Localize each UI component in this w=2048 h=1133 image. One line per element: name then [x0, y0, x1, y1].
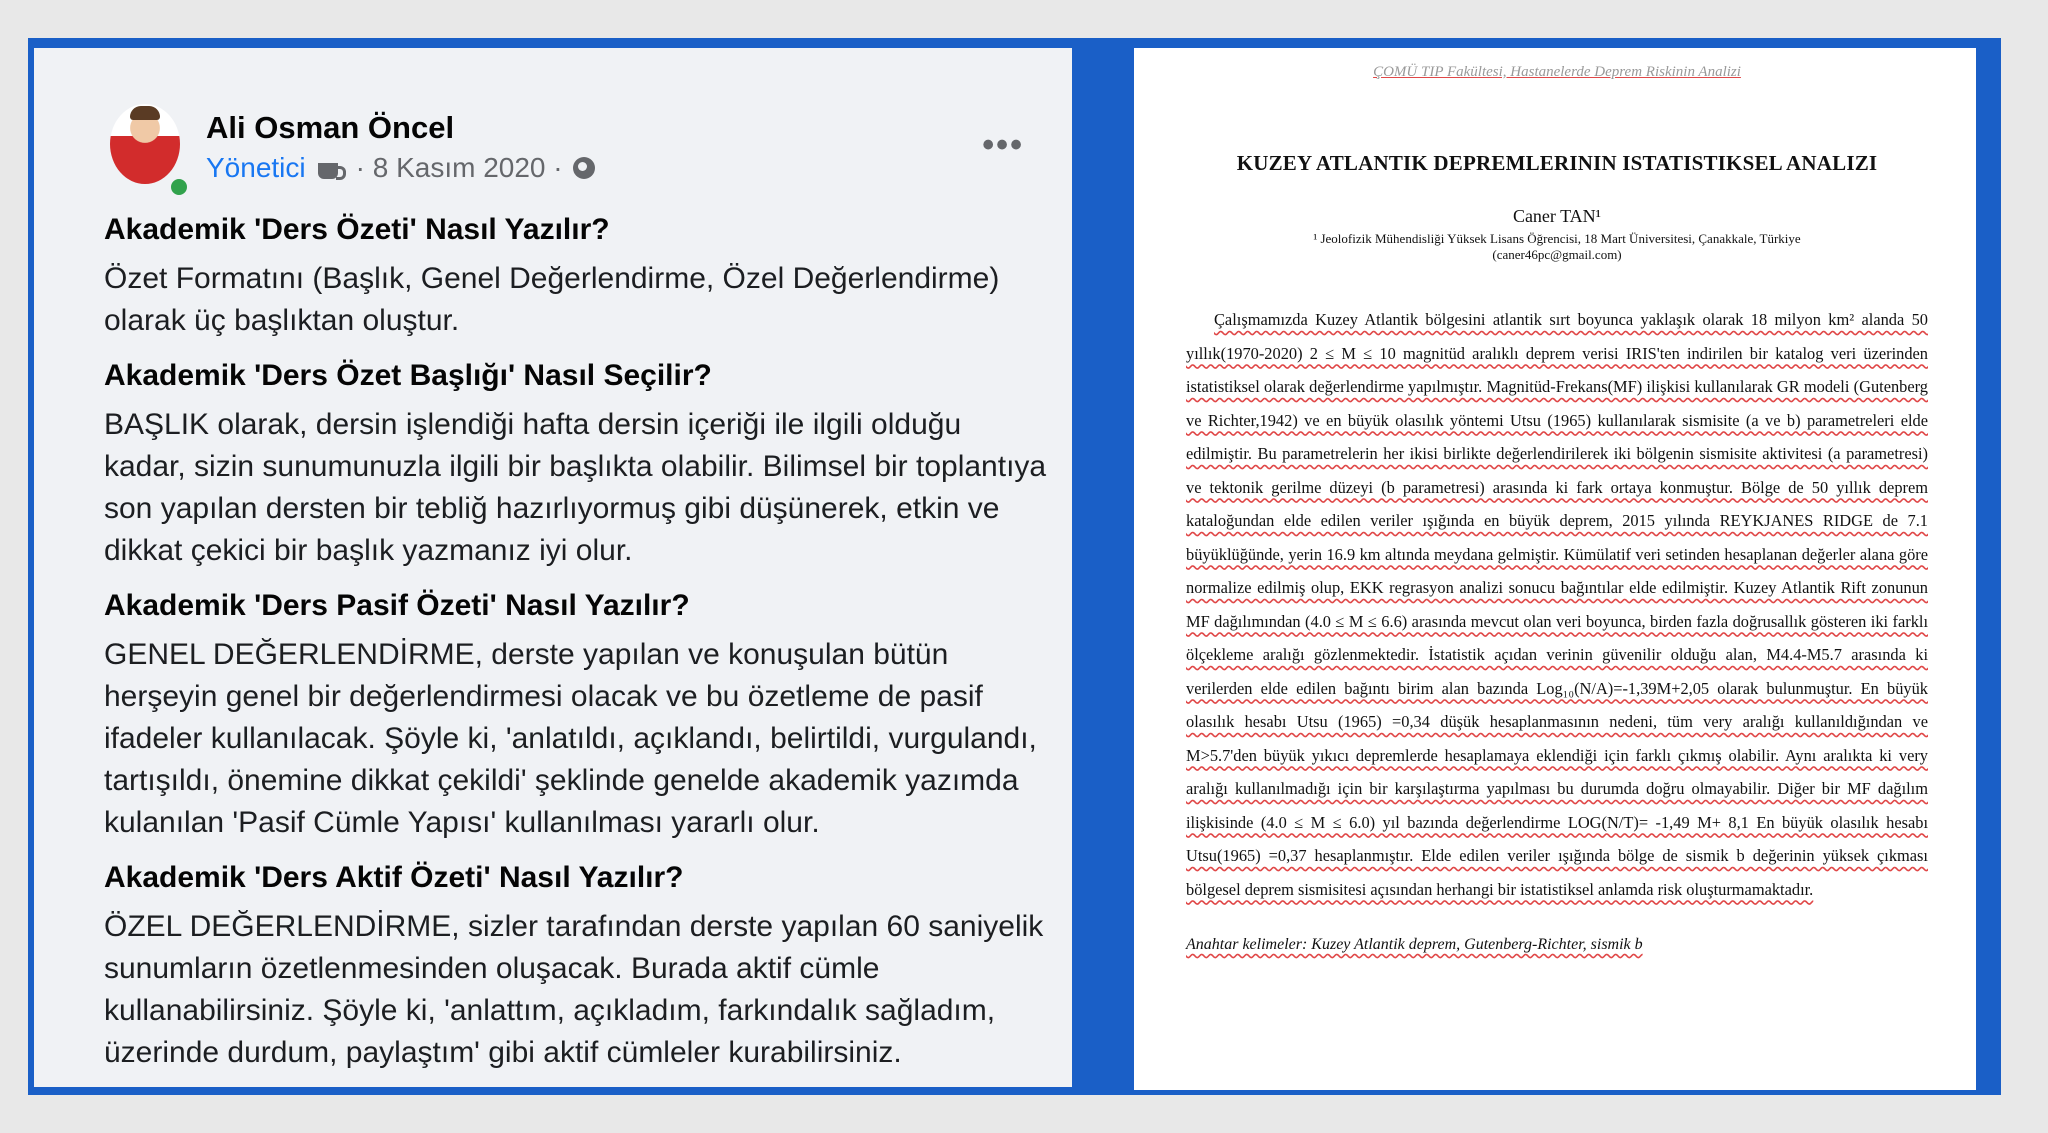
paper-keywords: Anahtar kelimeler: Kuzey Atlantik deprem, Gutenberg-Richter, sismik b: [1186, 936, 1643, 953]
paper-affiliation: ¹ Jeolofizik Mühendisliği Yüksek Lisans Öğrencisi, 18 Mart Üniversitesi, Çanakkale, Türkiye: [1313, 231, 1801, 246]
post-date[interactable]: · 8 Kasım 2020 ·: [355, 152, 563, 183]
running-head: ÇOMÜ TIP Fakültesi, Hastanelerde Deprem Riskinin Analizi: [1373, 64, 1741, 80]
globe-icon: [573, 157, 595, 179]
post-body: [72, 210, 1056, 1074]
paper-title: KUZEY ATLANTIK DEPREMLERININ ISTATISTIKSEL ANALIZI: [1236, 151, 1878, 175]
post-header: [72, 72, 1056, 196]
paper-author: Caner TAN¹: [1512, 206, 1602, 226]
facebook-post: [34, 48, 1072, 1087]
paper-abstract: Çalışmamızda Kuzey Atlantik bölgesini atlantik sırt boyunca yaklaşık olarak 18 milyon km² alanda 50 yıllık(1970-2020) 2 ≤ M ≤ 10 magnitüd aralıklı deprem verisi IRIS'ten indirilen bir katalog veri üzerinden istatistiksel olarak değerlendirme yapılmıştır. Magnitüd-Frekans(MF) ilişkisi kullanılarak GR modeli (Gutenberg ve Richter,1942) ve en büyük olasılık yöntemi Utsu (1965) kullanılarak sismisite (a ve b) parametreleri elde edilmiştir. Bu parametrelerin her ikisi birlikte değerlendirilerek iki bölgenin sismisite aktivitesi (a parametresi) ve tektonik gerilme düzeyi (b parametresi) arasında ki fark ortaya konmuştur. Bölge de 50 yıllık deprem kataloğundan elde edilen veriler ışığında en büyük deprem, 2015 yılında REYKJANES RIDGE de 7.1 büyüklüğünde, yerin 16.9 km altında meydana gelmiştir. Kümülatif veri setinden hesaplanan değerler alana göre normalize edilmiş olup, EKK regrasyon analizi sonucu bağıntılar elde edilmiştir. Kuzey Atlantik Rift zonunun MF dağılımından (4.0 ≤ M ≤ 6.6) arasında mevcut olan veri boyunca, birden fazla doğrusallık gösteren iki farklı ölçekleme aralığı gözlenmektedir. İstatistik açıdan verinin güvenilir olduğu alan, M4.4-M5.7 arasında ki verilerden elde edilen bağıntı birim alan bazında Log₁₀(N/A)=-1,39M+2,05 olarak bulunmuştur. En büyük olasılık hesabı Utsu (1965) =0,34 düşük hesaplanmasının nedeni, tüm very aralığı kullanıldığından ve M>5.7'den büyük yıkıcı depremlerde hesaplamaya eklendiği için farklı çıkmış olabilir. Aynı aralıkta ki very aralığı kullanılmadığı için bir karşılaştırma yapılması bu durumda doğru olmayabilir. Diğer bir MF dağılım ilişkisinde (4.0 ≤ M ≤ 6.0) yıl bazında değerlendirme LOG(N/T)= -1,49 M+ 8,1 En büyük olasılık hesabı Utsu(1965) =0,37 hesaplanmıştır. Elde edilen veriler ışığında bölge de sismik b değerinin yüksek çıkması bölgesel deprem sismisitesi açısından herhangi bir istatistiksel anlamda risk oluşturmamaktadır.: [1186, 310, 1928, 899]
section-heading: Akademik 'Ders Özet Başlığı' Nasıl Seçilir?: [104, 359, 712, 392]
coffee-cup-icon: [316, 155, 346, 181]
post-meta: [206, 152, 595, 184]
paper-email: (caner46pc@gmail.com): [1492, 247, 1622, 262]
section-text: GENEL DEĞERLENDİRME, derste yapılan ve konuşulan bütün herşeyin genel bir değerlendirmesi olacak ve bu özetleme de pasif ifadeler kullanılacak. Şöyle ki, 'anlatıldı, açıklandı, belirtildi, vurgulandı, tartışıldı, önemine dikkat çekildi' şeklinde genelde akademik yazımda kulanılan 'Pasif Cümle Yapısı' kullanılması yararlı olur.: [104, 638, 1037, 839]
section-heading: Akademik 'Ders Özeti' Nasıl Yazılır?: [104, 213, 610, 246]
role-badge[interactable]: Yönetici: [206, 152, 306, 183]
section-text: ÖZEL DEĞERLENDİRME, sizler tarafından derste yapılan 60 saniyelik sunumların özetlenmesinden oluşacak. Burada aktif cümle kullanabilirsiniz. Şöyle ki, 'anlattım, açıkladım, farkındalık sağladım, üzerinde durdum, paylaştım' gibi aktif cümleler kurabilirsiniz.: [104, 910, 1044, 1069]
more-options-icon[interactable]: •••: [982, 126, 1024, 164]
section-heading: Akademik 'Ders Pasif Özeti' Nasıl Yazılır?: [104, 589, 690, 622]
section-text: Özet Formatını (Başlık, Genel Değerlendirme, Özel Değerlendirme) olarak üç başlıktan oluştur.: [104, 262, 1000, 337]
section-text: BAŞLIK olarak, dersin işlendiği hafta dersin içeriği ile ilgili olduğu kadar, sizin sunumunuzla ilgili bir başlıkta olabilir. Bilimsel bir toplantıya son yapılan dersten bir tebliğ hazırlıyormuş gibi düşünerek, etkin ve dikkat çekici bir başlık yazmanız iyi olur.: [104, 408, 1047, 567]
author-name[interactable]: Ali Osman Öncel: [206, 110, 455, 145]
paper-document: [1134, 48, 1976, 1090]
section-heading: Akademik 'Ders Aktif Özeti' Nasıl Yazılır?: [104, 861, 684, 894]
online-status-icon: [168, 176, 190, 198]
avatar[interactable]: [110, 104, 180, 184]
